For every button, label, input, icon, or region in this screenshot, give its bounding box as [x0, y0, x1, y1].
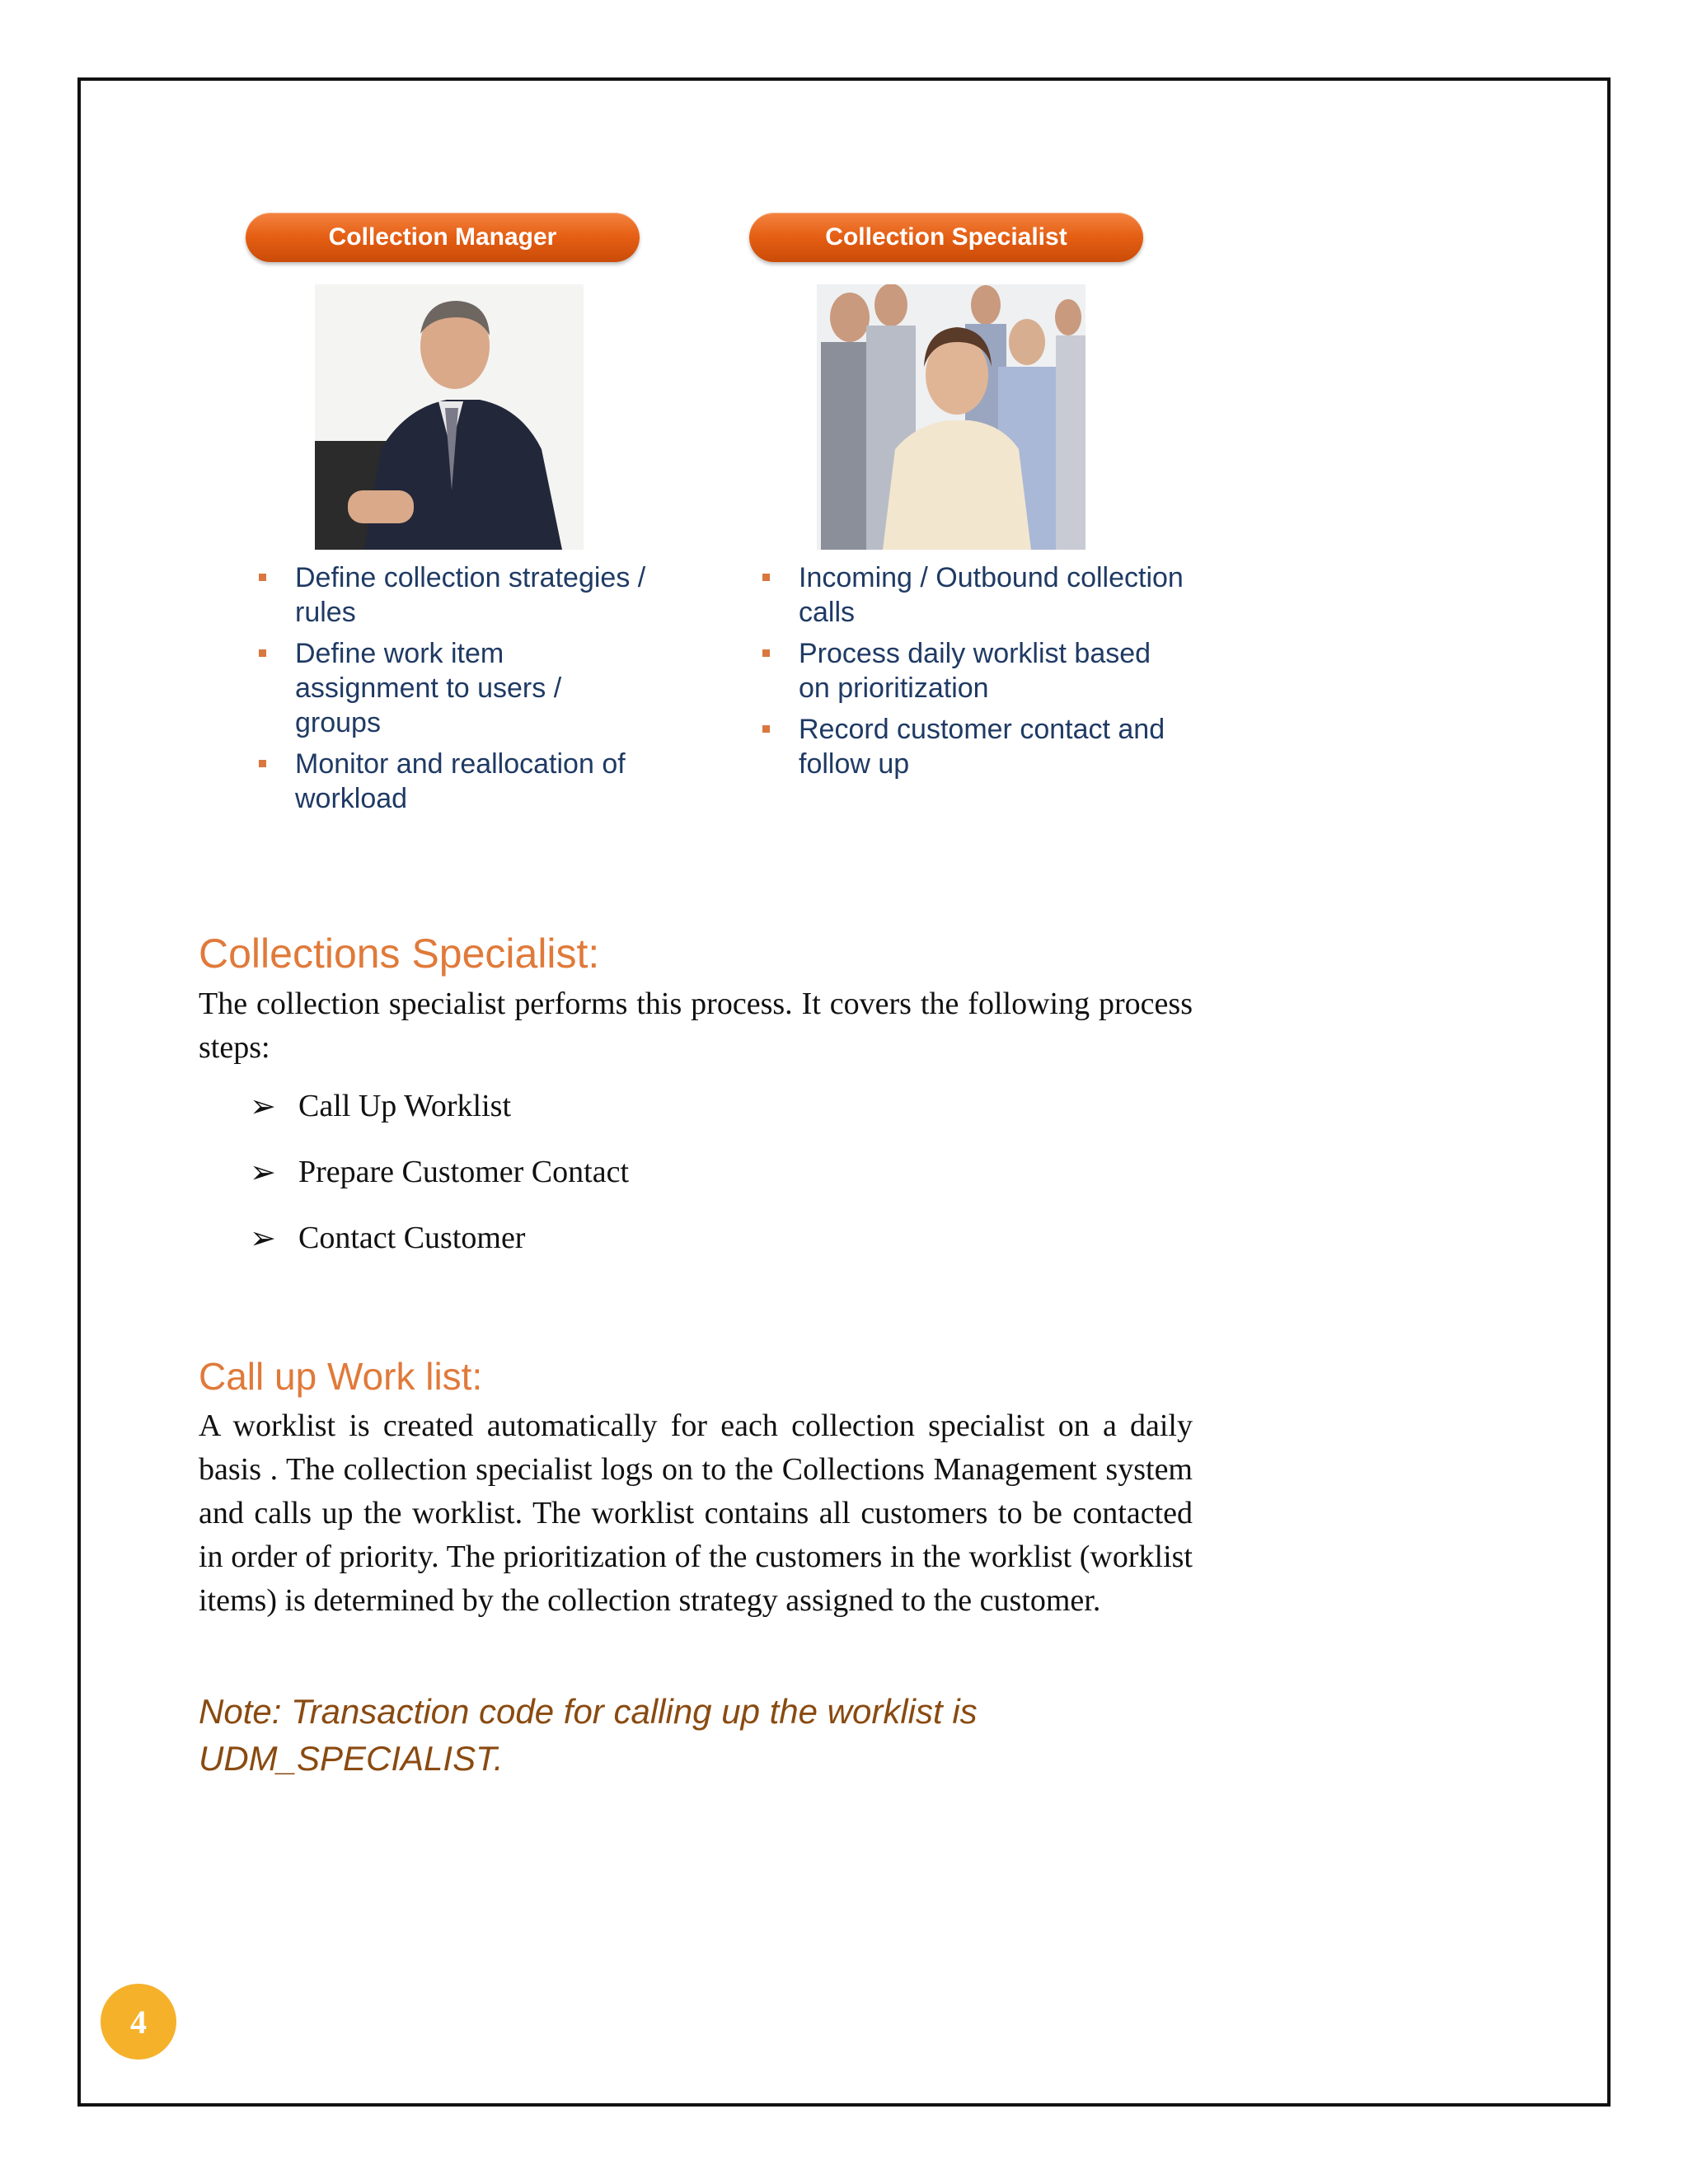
- bullet-text: Define collection strategies / rules: [295, 562, 646, 628]
- transaction-note: Note: Transaction code for calling up the worklist is UDM_SPECIALIST.: [199, 1692, 978, 1778]
- bullet-text: Incoming / Outbound collection calls: [799, 562, 1184, 628]
- list-item: [761, 560, 1189, 630]
- list-item: [761, 636, 1189, 705]
- list-item: [257, 636, 653, 740]
- list-item: [761, 712, 1189, 781]
- arrow-bullet-icon: ➢: [250, 1221, 276, 1256]
- list-item: [250, 1088, 629, 1154]
- list-item: [250, 1220, 629, 1286]
- bullet-square-icon: [762, 574, 770, 581]
- step-text: Prepare Customer Contact: [298, 1155, 630, 1189]
- process-steps-list: [250, 1088, 629, 1286]
- list-item: [257, 747, 653, 816]
- bullet-square-icon: [259, 760, 266, 767]
- section-paragraph: A worklist is created automatically for each collection specialist on a daily basis . The collection specialist logs on to the Collections Management system and calls up the worklist. The worklist contains all customers to be contacted in order of priority. The prioritization of the customers in the worklist (worklist items) is determined by the collection strategy assigned to the customer.: [199, 1408, 1193, 1618]
- bullet-text: Record customer contact and follow up: [799, 714, 1165, 780]
- list-item: [250, 1154, 629, 1220]
- bullet-square-icon: [762, 649, 770, 657]
- specialist-responsibilities: [761, 560, 1189, 788]
- bullet-square-icon: [259, 649, 266, 657]
- bullet-text: Define work item assignment to users / groups: [295, 638, 562, 738]
- list-item: [257, 560, 653, 630]
- manager-responsibilities: [257, 560, 653, 823]
- bullet-square-icon: [259, 574, 266, 581]
- section-heading-collections-specialist: Collections Specialist:: [199, 930, 600, 977]
- collection-manager-pill: Collection Manager: [246, 213, 640, 262]
- page-number-badge: 4: [101, 1984, 176, 2060]
- step-text: Call Up Worklist: [298, 1089, 512, 1123]
- arrow-bullet-icon: ➢: [250, 1090, 276, 1124]
- section-heading-call-up-worklist: Call up Work list:: [199, 1355, 483, 1398]
- manager-photo: [315, 284, 584, 550]
- bullet-text: Monitor and reallocation of workload: [295, 748, 626, 814]
- step-text: Contact Customer: [298, 1221, 526, 1255]
- section-paragraph: The collection specialist performs this process. It covers the following process steps:: [199, 987, 1193, 1065]
- bullet-square-icon: [762, 725, 770, 733]
- arrow-bullet-icon: ➢: [250, 1155, 276, 1190]
- specialist-photo: [817, 284, 1085, 550]
- collection-specialist-pill: Collection Specialist: [749, 213, 1143, 262]
- bullet-text: Process daily worklist based on prioritization: [799, 638, 1151, 704]
